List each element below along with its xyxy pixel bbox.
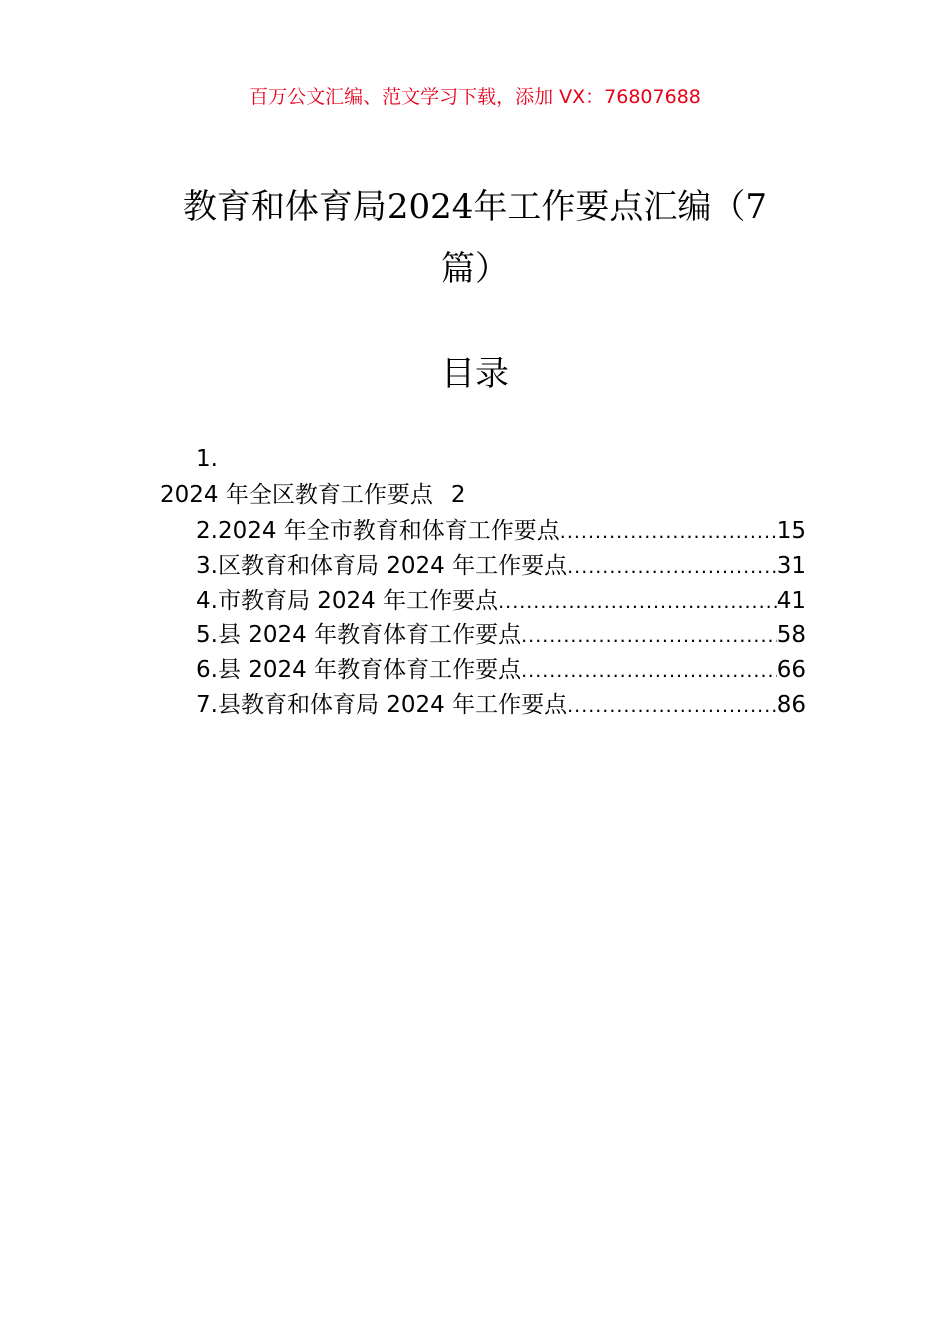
dot-leader	[521, 654, 777, 689]
toc-item-label: 7.县教育和体育局 2024 年工作要点	[196, 691, 568, 718]
toc-list	[196, 514, 806, 723]
toc-item-4[interactable]	[196, 584, 806, 619]
toc-item-label: 3.区教育和体育局 2024 年工作要点	[196, 552, 568, 579]
toc-item-1-number[interactable]: 1.	[196, 446, 218, 472]
dot-leader	[498, 585, 777, 620]
toc-item-2[interactable]	[196, 514, 806, 549]
toc-item-page: 2	[450, 482, 466, 508]
toc-item-label: 2.2024 年全市教育和体育工作要点	[196, 518, 560, 544]
toc-item-label: 6.县 2024 年教育体育工作要点	[196, 657, 522, 684]
toc-item-label: 2024 年全区教育工作要点	[160, 482, 433, 508]
toc-item-label: 5.县 2024 年教育体育工作要点	[196, 622, 522, 649]
toc-item-page: 41	[776, 587, 806, 614]
toc-item-7[interactable]	[196, 688, 806, 723]
header-note: 百万公文汇编、范文学习下载，添加 VX：76807688	[249, 86, 701, 108]
toc-item-page: 31	[776, 552, 806, 579]
toc-item-page: 86	[776, 691, 806, 718]
dot-leader	[521, 619, 777, 654]
toc-heading: 目录	[441, 354, 509, 394]
toc-item-3[interactable]	[196, 549, 806, 584]
dot-leader	[567, 550, 777, 585]
toc-item-label: 4.市教育局 2024 年工作要点	[196, 587, 499, 614]
document-title: 教育和体育局2024年工作要点汇编（7篇）	[182, 187, 768, 289]
toc-item-page: 66	[776, 657, 806, 684]
toc-item-6[interactable]	[196, 653, 806, 688]
toc-item-page: 15	[776, 518, 806, 544]
dot-leader	[567, 689, 777, 724]
toc-item-5[interactable]	[196, 618, 806, 653]
toc-item-1[interactable]	[160, 480, 466, 510]
dot-leader	[560, 515, 777, 550]
toc-item-page: 58	[776, 622, 806, 649]
